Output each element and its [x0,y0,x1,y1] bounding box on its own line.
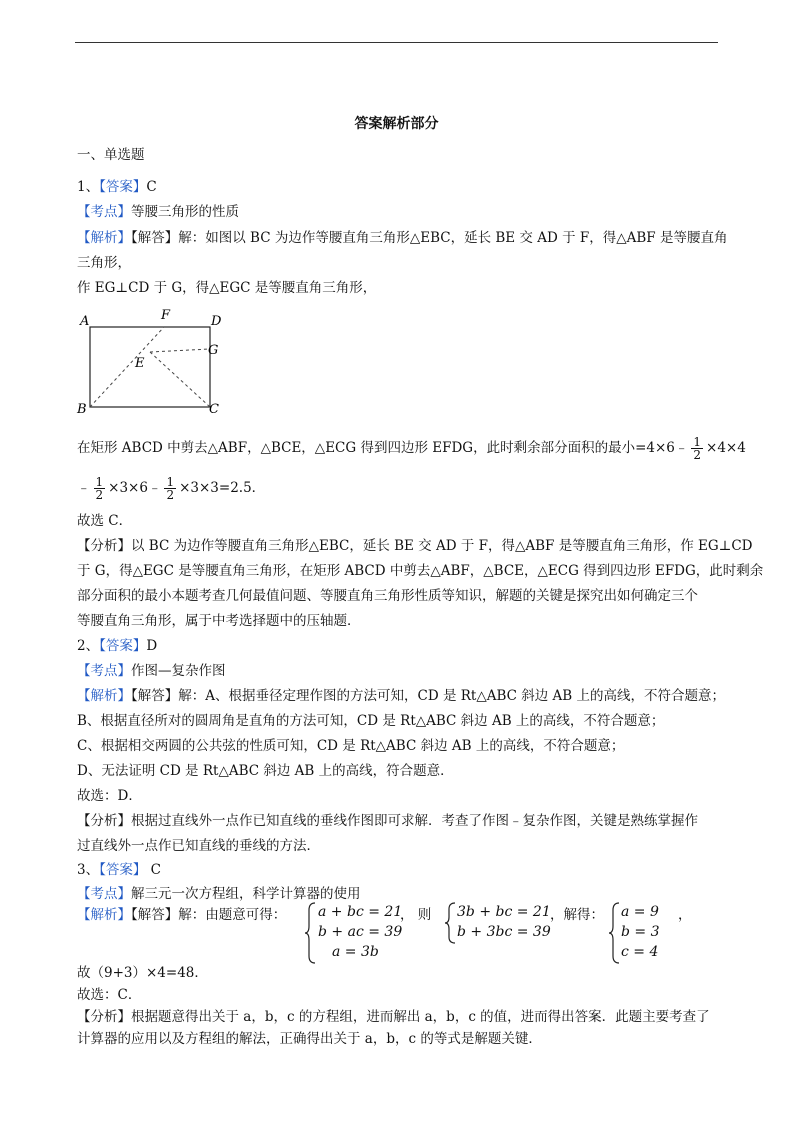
answer-tag: 【答案】 [99,862,147,878]
header-rule [75,42,718,43]
jiexi-tag: 【解析】 [77,230,131,246]
q3-choose: 故选：C． [77,987,142,1003]
q2-analysis-line1: 【分析】根据过直线外一点作已知直线的垂线作图即可求解．考查了作图﹣复杂作图，关键是熟练掌握作 [77,813,698,829]
q3-solution-intro: 【解析】【解答】解：由题意可得： [77,907,287,923]
q1-answer: 1、【答案】C [77,179,157,195]
q1-calc-line2: ﹣ $\frac{1}{2}$ ×3×6﹣ $\frac{1}{2}$ ×3×3=2.5． [77,475,266,502]
system-3: a = 9 b = 3 c = 4 [621,904,660,960]
line-eg [150,349,210,352]
q2-solution-line1: 【解析】【解答】解：A、根据垂径定理作图的方法可知，CD 是 Rt△ABC 斜边 AB 上的高线，不符合题意； [77,688,725,704]
kaodian-tag: 【考点】 [77,886,131,902]
fraction-half: $\frac{1}{2}$ [95,475,104,502]
brace-3 [609,902,621,964]
jiexi-tag: 【解析】 [77,688,131,704]
rectangle-figure [70,306,240,421]
q3-result: 故（9+3）×4=48． [77,965,208,981]
answer-tag: 【答案】 [99,638,147,654]
label-a: A [80,314,90,329]
q2-choose: 故选：D． [77,788,142,804]
q2-analysis-line2: 过直线外一点作已知直线的垂线的方法． [77,838,320,854]
label-g: G [208,343,219,358]
q2-answer: 2、【答案】D [77,638,158,654]
q2-kaodian: 【考点】作图—复杂作图 [77,663,226,679]
brace-1 [305,902,317,964]
q3-solve: ，解得： [550,907,604,923]
line-ec [150,352,210,407]
q1-solution-line3: 作 EG⊥CD 于 G，得△EGC 是等腰直角三角形， [77,280,377,296]
label-e: E [135,356,145,371]
rect-abcd [90,327,210,407]
q3-analysis-line2: 计算器的应用以及方程组的解法，正确得出关于 a，b，c 的等式是解题关键． [77,1031,542,1047]
q1-analysis-line1: 【分析】以 BC 为边作等腰直角三角形△EBC，延长 BE 交 AD 于 F，得△ABF 是等腰直角三角形，作 EG⊥CD [77,538,753,554]
brace-2 [445,902,457,944]
q1-kaodian: 【考点】等腰三角形的性质 [77,204,239,220]
fraction-half: $\frac{1}{2}$ [166,475,175,502]
page-title: 答案解析部分 [354,116,439,132]
q1-analysis-line3: 部分面积的最小本题考查几何最值问题、等腰直角三角形性质等知识，解题的关键是探究出如何确定三个 [77,588,698,604]
q1-calc-line1: 在矩形 ABCD 中剪去△ABF，△BCE，△ECG 得到四边形 EFDG，此时剩余部分面积的最小=4×6﹣ $\frac{1}{2}$ ×4×4 [77,435,746,462]
answer-tag: 【答案】 [99,179,147,195]
q1-analysis-line4: 等腰直角三角形，属于中考选择题中的压轴题． [77,613,361,629]
section-heading: 一、单选题 [77,147,145,163]
q3-kaodian: 【考点】解三元一次方程组，科学计算器的使用 [77,886,361,902]
system-2: 3b + bc = 21 b + 3bc = 39 [457,904,551,940]
q2-solution-line4: D、无法证明 CD 是 Rt△ABC 斜边 AB 上的高线，符合题意． [77,763,454,779]
q1-solution-line2: 三角形， [77,255,131,271]
q3-analysis-line1: 【分析】根据题意得出关于 a，b，c 的方程组，进而解出 a，b，c 的值，进而得出答案．此题主要考查了 [77,1009,710,1025]
label-b: B [77,402,87,417]
jiexi-tag: 【解析】 [77,907,131,923]
q1-choose: 故选 C． [77,513,133,529]
label-d: D [211,314,222,329]
q1-analysis-line2: 于 G，得△EGC 是等腰直角三角形，在矩形 ABCD 中剪去△ABF，△BCE，△ECG 得到四边形 EFDG，此时剩余 [77,563,764,579]
q2-solution-line2: B、根据直径所对的圆周角是直角的方法可知，CD 是 Rt△ABC 斜边 AB 上的高线，不符合题意； [77,713,665,729]
line-bf [90,327,164,407]
q3-answer: 3、【答案】 C [77,862,161,878]
label-c: C [209,402,219,417]
q3-then: ， 则 [400,907,432,923]
fraction-half: $\frac{1}{2}$ [693,435,702,462]
system-1: a + bc = 21 b + ac = 39 a = 3b [318,904,403,960]
q3-tail: ， [678,907,692,923]
q1-solution-line1: 【解析】【解答】解：如图以 BC 为边作等腰直角三角形△EBC，延长 BE 交 AD 于 F，得△ABF 是等腰直角 [77,230,728,246]
label-f: F [161,308,171,323]
kaodian-tag: 【考点】 [77,204,131,220]
kaodian-tag: 【考点】 [77,663,131,679]
q2-solution-line3: C、根据相交两圆的公共弦的性质可知，CD 是 Rt△ABC 斜边 AB 上的高线，不符合题意； [77,738,625,754]
